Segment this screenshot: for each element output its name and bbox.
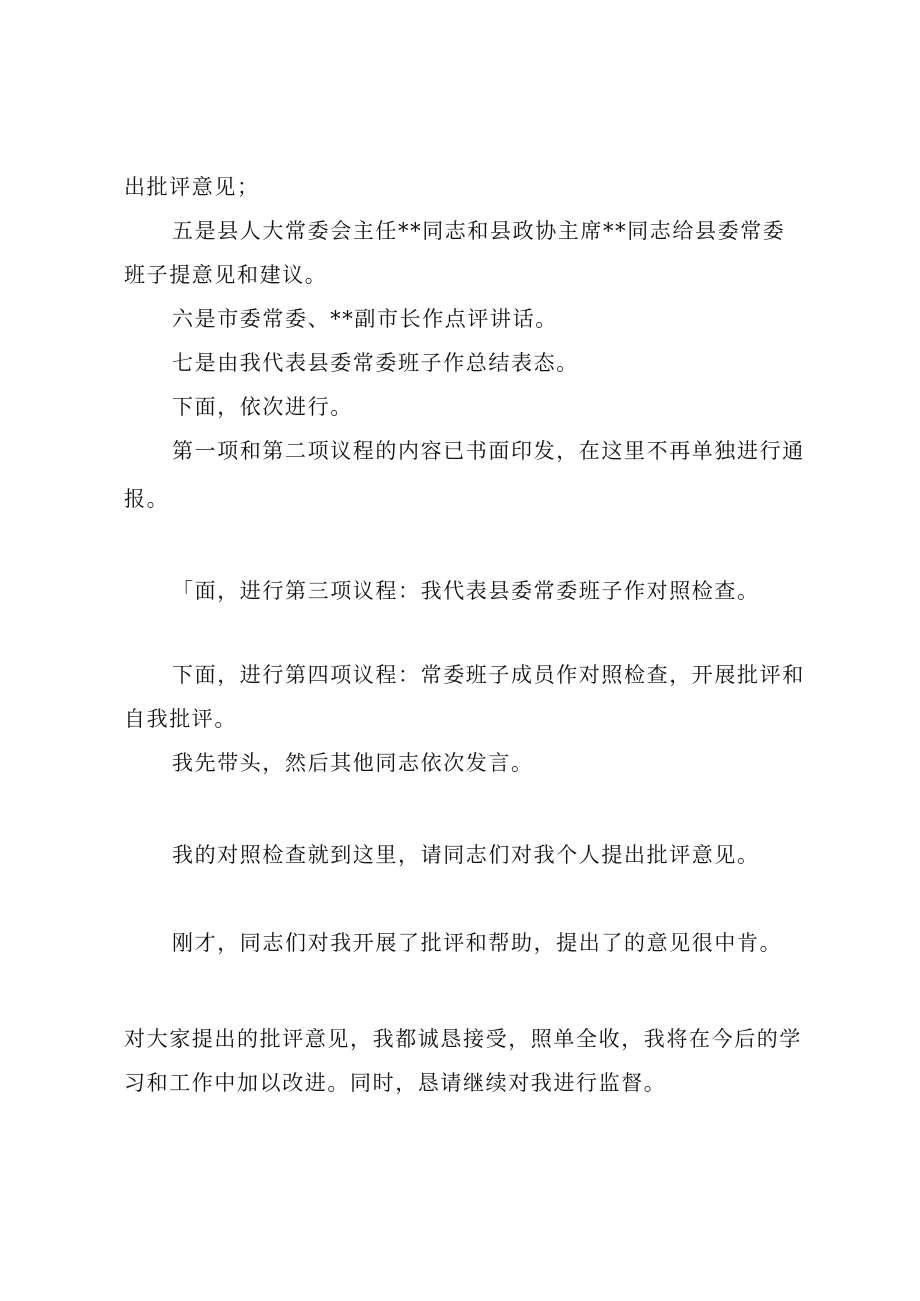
text-line: 报。: [124, 487, 170, 511]
text-line: 五是县人大常委会主任**同志和县政协主席**同志给县委常委: [172, 219, 786, 243]
text-line: 下面，依次进行。: [172, 395, 353, 419]
text-line: 对大家提出的批评意见，我都诚恳接受，照单全收，我将在今后的学: [124, 1027, 802, 1051]
text-line: 习和工作中加以改进。同时，恳请继续对我进行监督。: [124, 1071, 667, 1095]
text-line: 我先带头，然后其他同志依次发言。: [172, 751, 534, 775]
text-line: 刚才，同志们对我开展了批评和帮助，提出了的意见很中肯。: [172, 931, 783, 955]
text-line: 「面，进行第三项议程：我代表县委常委班子作对照检查。: [172, 579, 760, 603]
text-line: 下面，进行第四项议程：常委班子成员作对照检查，开展批评和: [172, 663, 805, 687]
text-line: 班子提意见和建议。: [124, 263, 328, 287]
text-line: 出批评意见；: [124, 175, 260, 199]
text-line: 自我批评。: [124, 707, 237, 731]
text-line: 六是市委常委、**副市长作点评讲话。: [172, 307, 558, 331]
text-line: 我的对照检查就到这里，请同志们对我个人提出批评意见。: [172, 843, 760, 867]
text-line: 第一项和第二项议程的内容已书面印发，在这里不再单独进行通: [172, 439, 805, 463]
text-line: 七是由我代表县委常委班子作总结表态。: [172, 351, 579, 375]
